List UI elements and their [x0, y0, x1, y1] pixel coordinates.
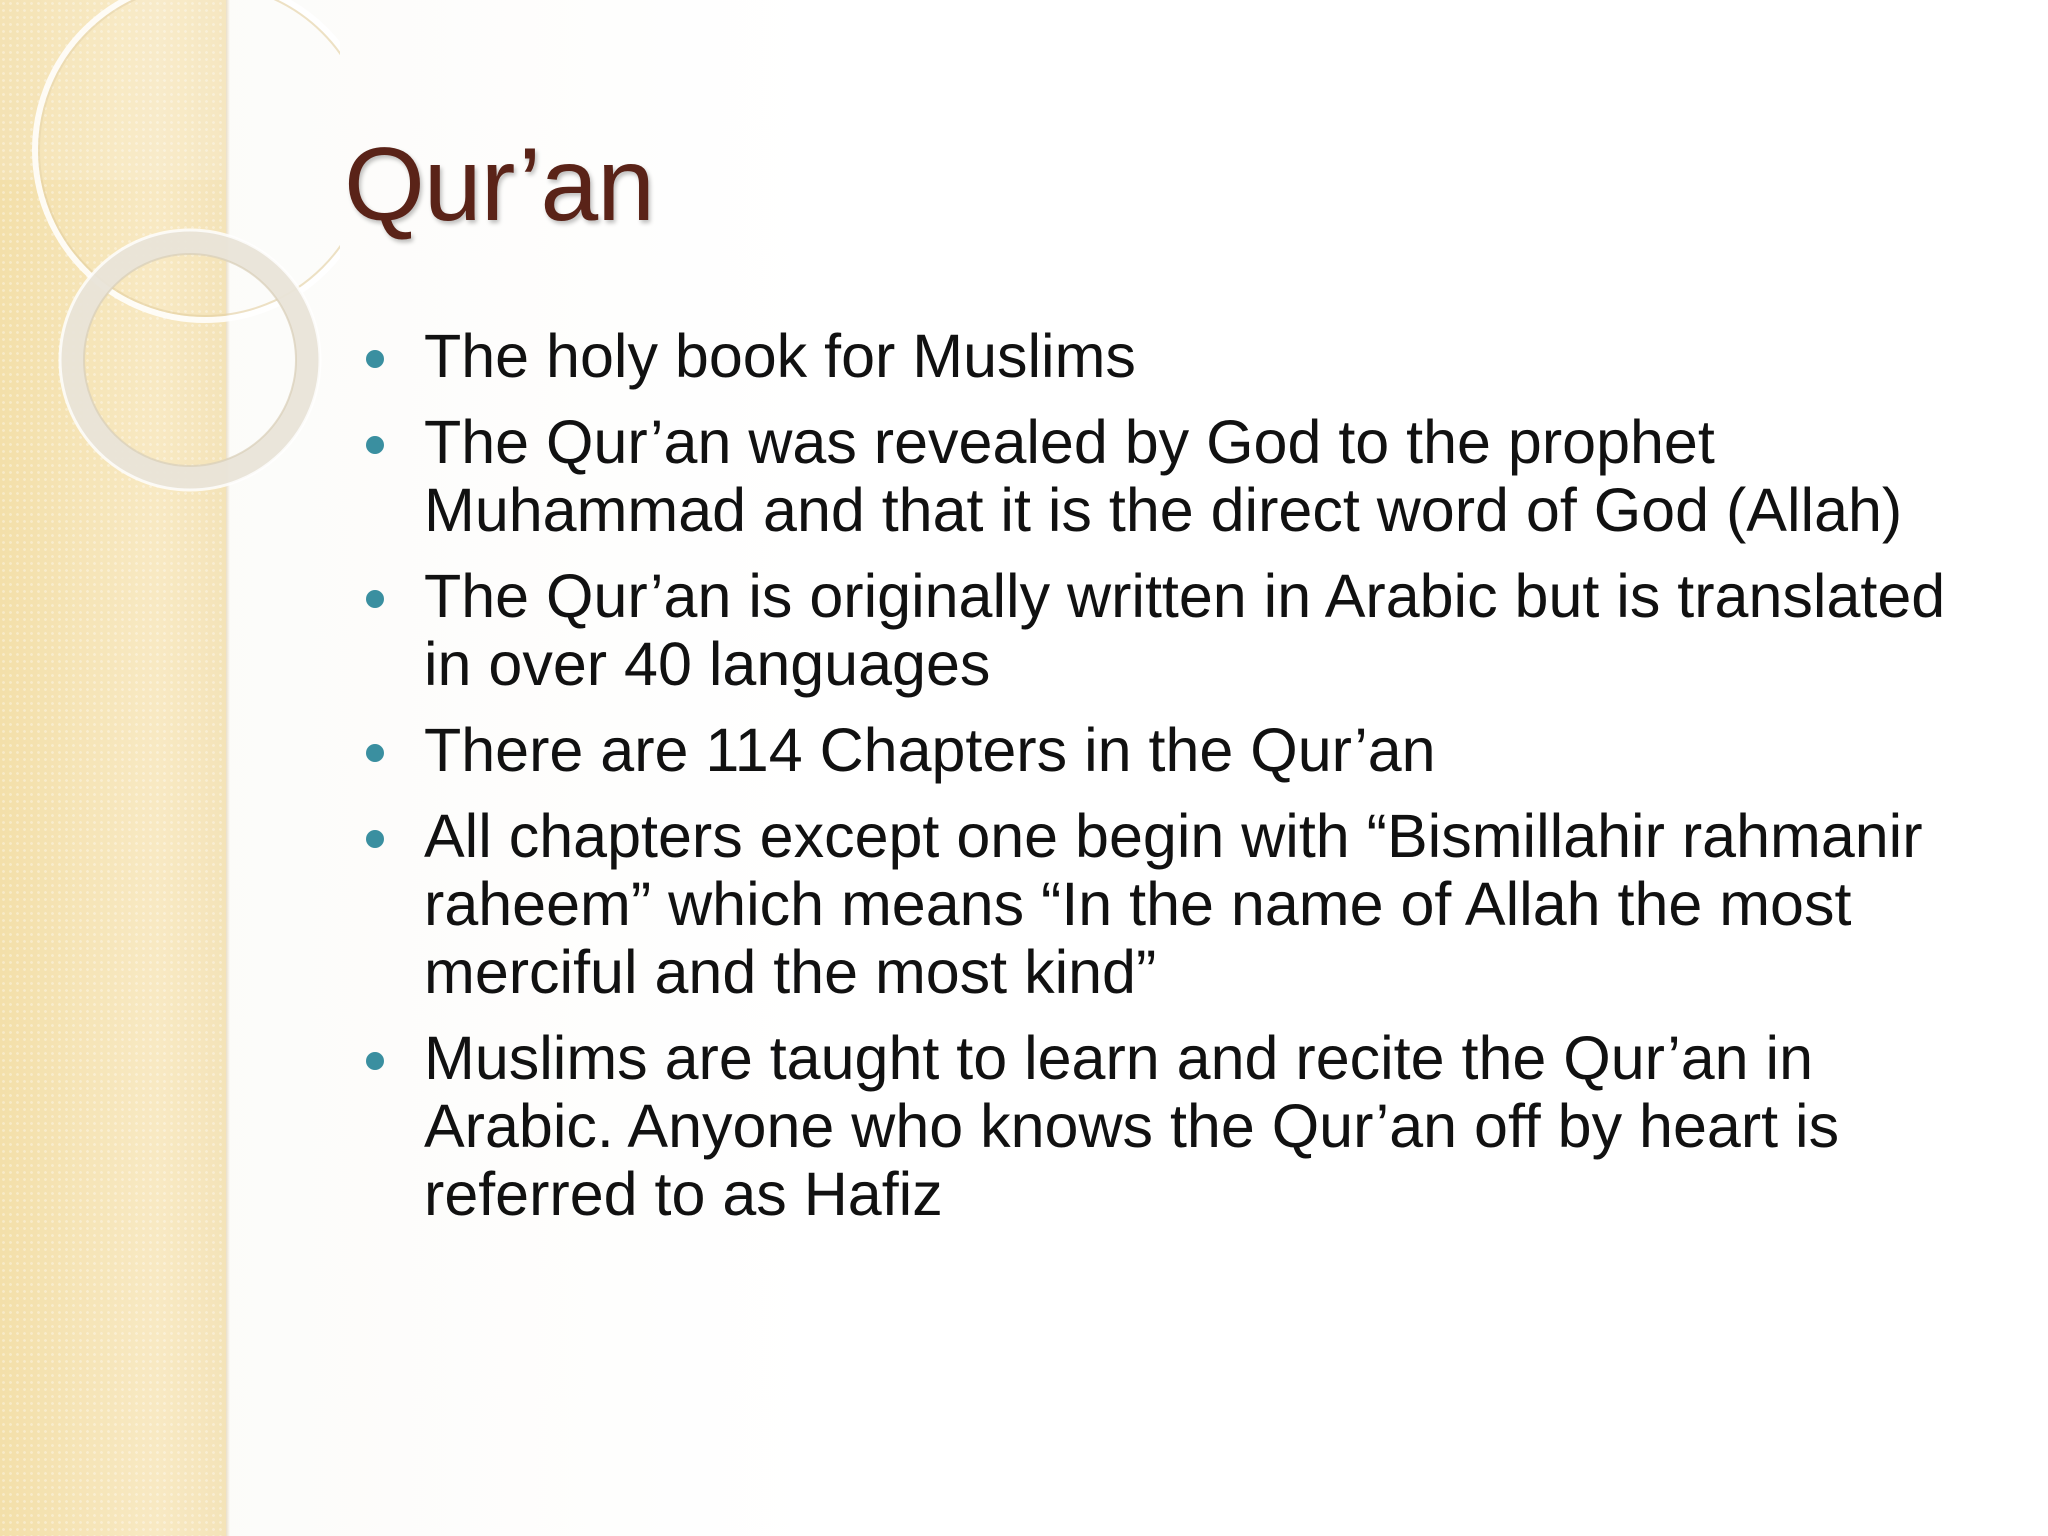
- bullet-dot-icon: [366, 830, 384, 848]
- bullet-text: The Qur’an is originally written in Arabic but is translated in over 40 languages: [424, 562, 1946, 698]
- bullet-dot-icon: [366, 744, 384, 762]
- bullet-dot-icon: [366, 436, 384, 454]
- bullet-list: [0, 322, 2048, 1246]
- bullet-item: [0, 1024, 2048, 1228]
- bullet-dot-icon: [366, 1052, 384, 1070]
- bullet-item: [0, 322, 2048, 390]
- bullet-dot-icon: [366, 350, 384, 368]
- slide-title: Qur’an: [344, 127, 655, 243]
- bullet-item: [0, 716, 2048, 784]
- bullet-item: [0, 562, 2048, 698]
- bullet-text: Muslims are taught to learn and recite the Qur’an in Arabic. Anyone who knows the Qur’an off by heart is referred to as Hafiz: [424, 1024, 1840, 1228]
- bullet-text: There are 114 Chapters in the Qur’an: [424, 716, 1436, 784]
- bullet-item: [0, 802, 2048, 1006]
- bullet-text: All chapters except one begin with “Bismillahir rahmanir raheem” which means “In the name of Allah the most merciful and the most kind”: [424, 802, 1923, 1006]
- bullet-item: [0, 408, 2048, 544]
- bullet-text: The holy book for Muslims: [424, 322, 1136, 390]
- bullet-dot-icon: [366, 590, 384, 608]
- bullet-text: The Qur’an was revealed by God to the prophet Muhammad and that it is the direct word of God (Allah): [424, 408, 1903, 544]
